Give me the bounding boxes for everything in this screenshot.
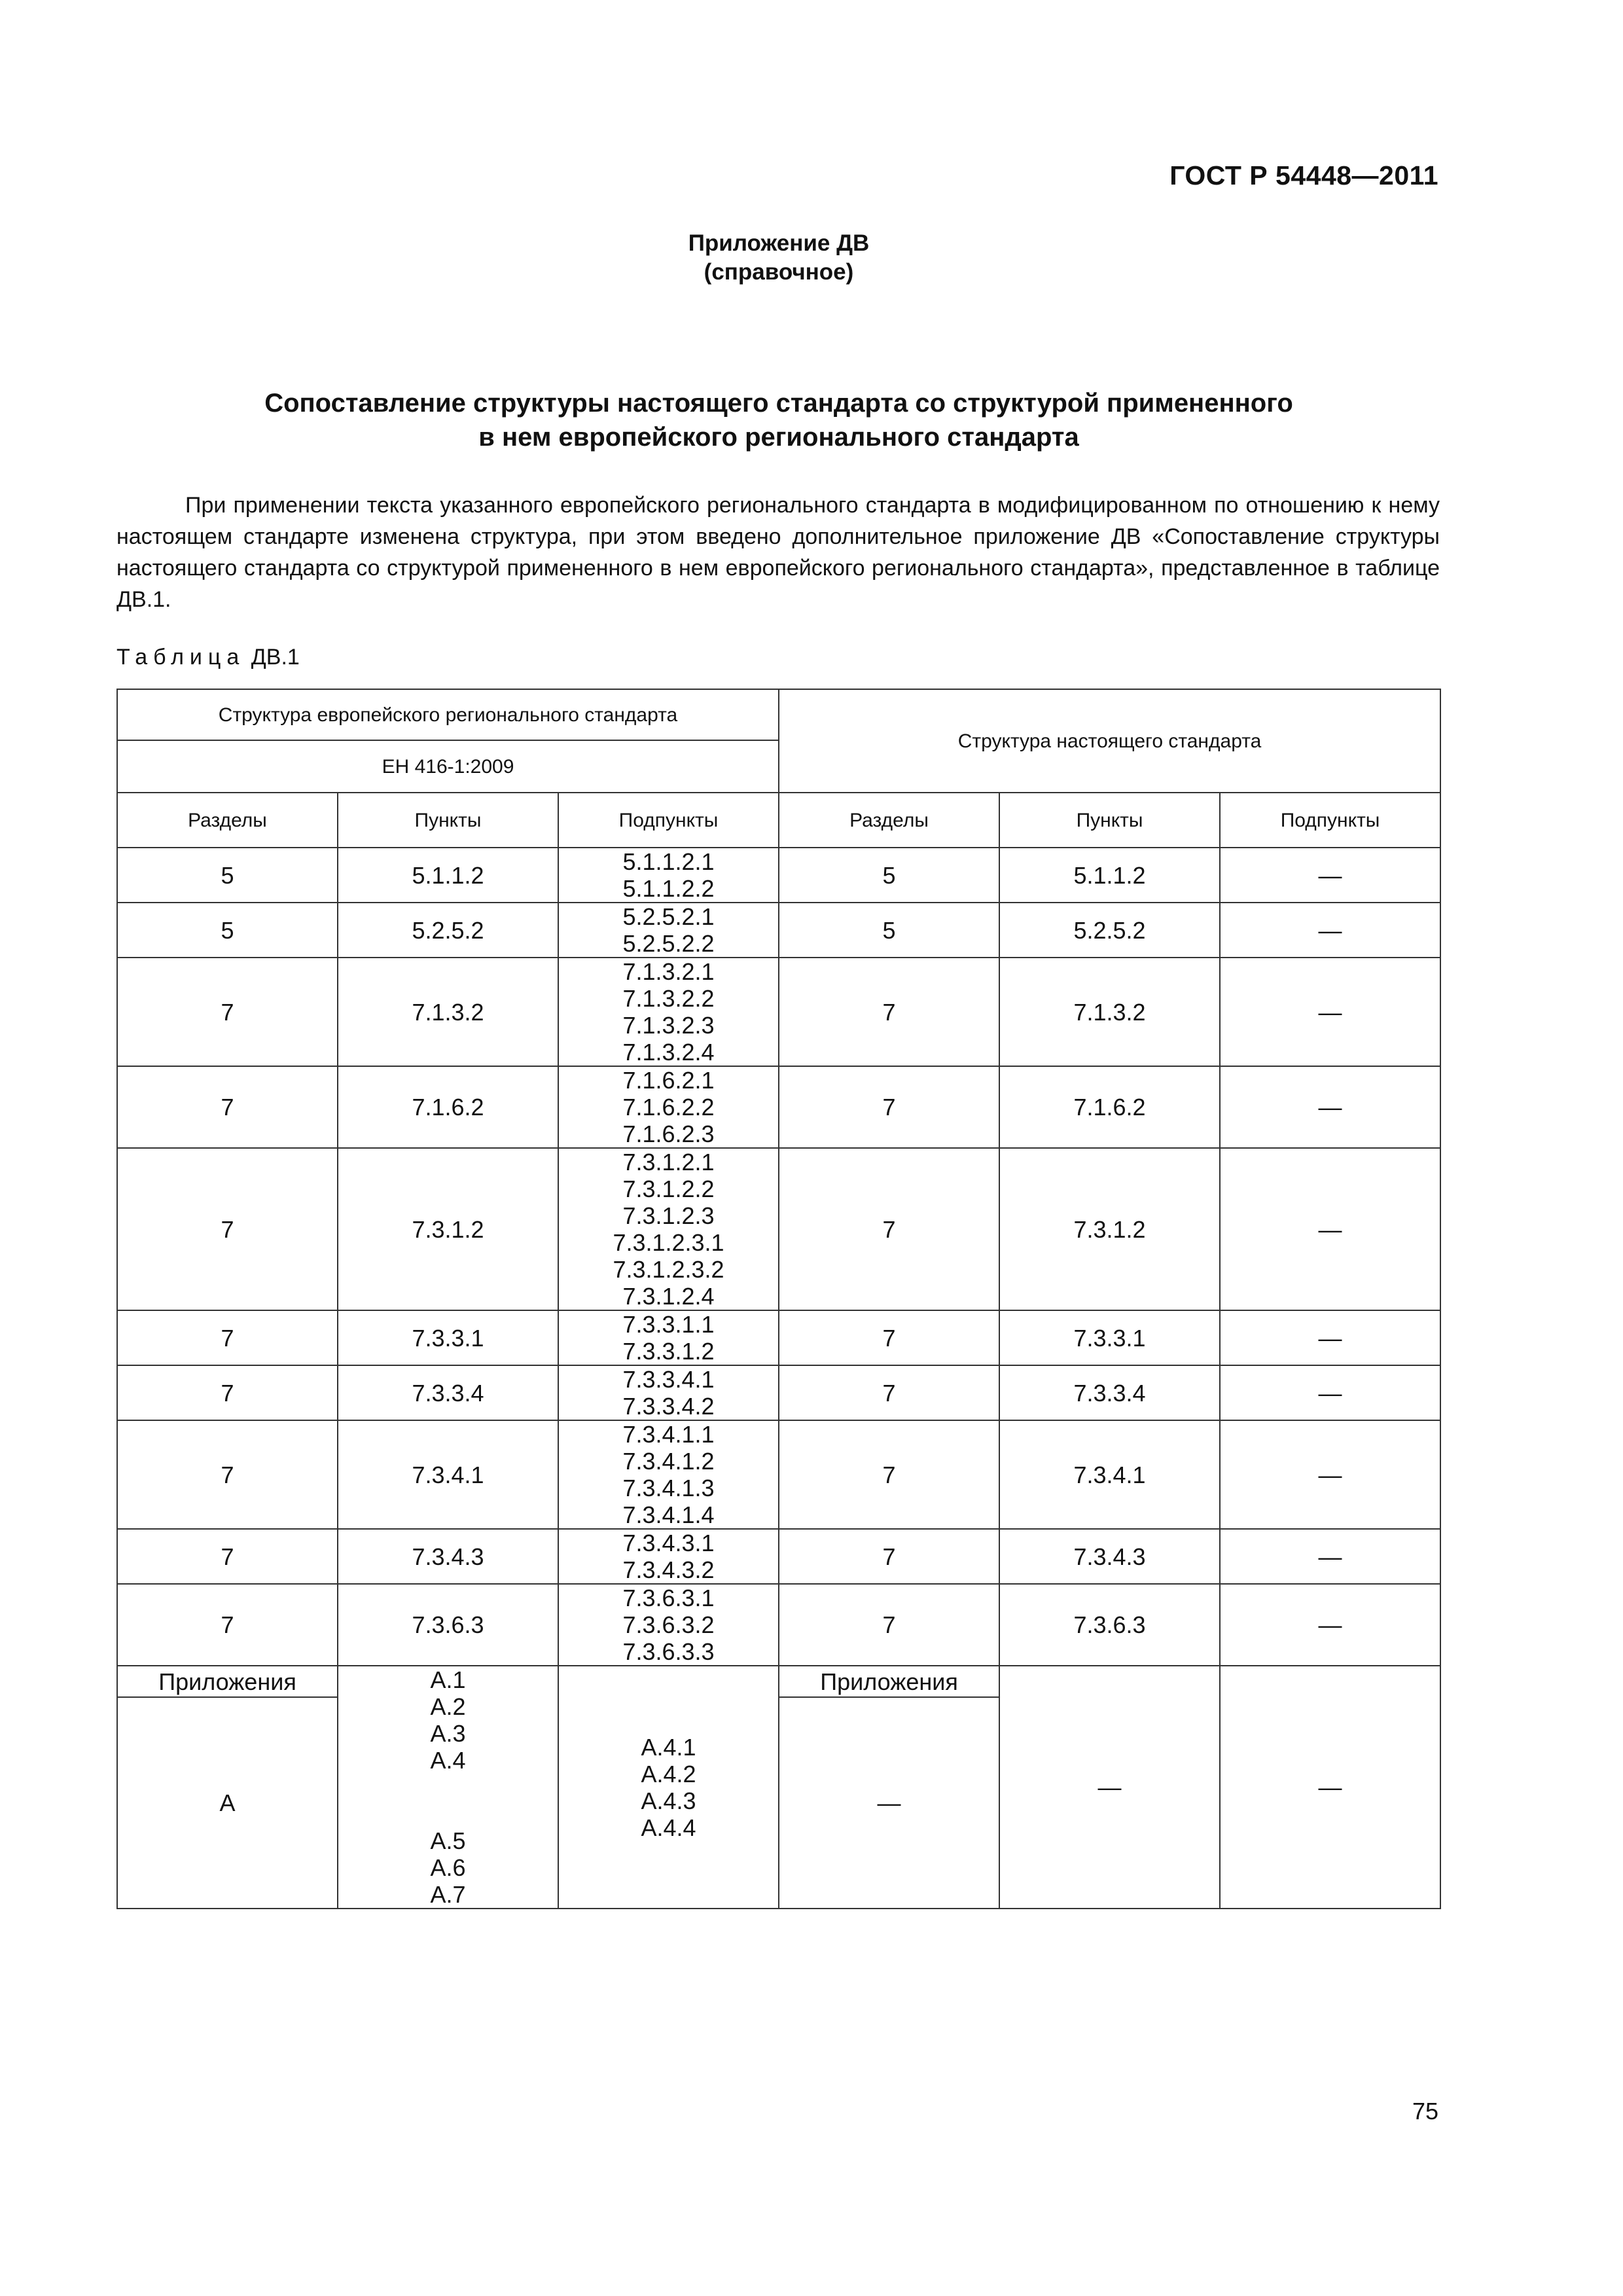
list-item: 7.1.6.2.1 bbox=[622, 1067, 715, 1094]
our-appendix-section-cell: — bbox=[779, 1697, 999, 1909]
subclauses-cell bbox=[558, 1529, 779, 1584]
our-section-cell: 7 bbox=[779, 1420, 999, 1529]
our-subclause-cell: — bbox=[1220, 1529, 1440, 1584]
list-item: 7.3.3.1.1 bbox=[622, 1311, 715, 1338]
list-item: А.4 bbox=[430, 1747, 466, 1774]
list-item: 7.3.4.3.2 bbox=[622, 1556, 715, 1583]
appendix-subclauses-cell bbox=[558, 1666, 779, 1909]
subclauses-cell bbox=[558, 1420, 779, 1529]
header-european-structure: Структура европейского регионального стандарта bbox=[117, 689, 779, 740]
table-row bbox=[117, 1420, 1440, 1529]
list-item: 7.3.4.1.3 bbox=[622, 1475, 715, 1501]
list-item: А.4.2 bbox=[641, 1760, 696, 1787]
page-number: 75 bbox=[1412, 2098, 1438, 2125]
our-clause-cell: 5.2.5.2 bbox=[999, 903, 1220, 958]
list-item: А.7 bbox=[430, 1881, 466, 1908]
our-clause-cell: 7.1.3.2 bbox=[999, 958, 1220, 1066]
list-item: 7.3.1.2.3 bbox=[622, 1202, 715, 1229]
our-section-cell: 7 bbox=[779, 1066, 999, 1148]
appendix-label: Приложение ДВ bbox=[688, 230, 870, 256]
clause-cell: 7.3.3.1 bbox=[338, 1310, 558, 1365]
list-item: 7.1.3.2.1 bbox=[622, 958, 715, 985]
our-clause-cell: 5.1.1.2 bbox=[999, 848, 1220, 903]
intro-paragraph: При применении текста указанного европейского регионального стандарта в модифицированном по отношению к нему настоящем стандарте изменена структура, при этом введено дополнительное приложение ДВ «Сопоставление структуры настоящего стандарта со структурой примененного в нем европейского регионального стандарта», представленное в таблице ДВ.1. bbox=[116, 493, 1440, 612]
clause-cell: 7.3.3.4 bbox=[338, 1365, 558, 1420]
list-item: 5.2.5.2.1 bbox=[622, 903, 715, 930]
header-current-structure: Структура настоящего стандарта bbox=[779, 689, 1440, 793]
comparison-table bbox=[116, 689, 1441, 1909]
clause-cell: 7.3.4.3 bbox=[338, 1529, 558, 1584]
list-item: 7.1.6.2.3 bbox=[622, 1121, 715, 1147]
our-subclause-cell: — bbox=[1220, 1310, 1440, 1365]
column-header: Разделы bbox=[779, 793, 999, 848]
table-caption bbox=[116, 645, 300, 670]
clause-cell: 7.1.6.2 bbox=[338, 1066, 558, 1148]
our-section-cell: 7 bbox=[779, 1529, 999, 1584]
section-cell: 5 bbox=[117, 848, 338, 903]
list-item: 7.3.6.3.2 bbox=[622, 1611, 715, 1638]
list-item: 7.3.4.1.2 bbox=[622, 1448, 715, 1475]
section-cell: 7 bbox=[117, 1365, 338, 1420]
clause-cell: 7.3.1.2 bbox=[338, 1148, 558, 1310]
our-clause-cell: 7.3.4.3 bbox=[999, 1529, 1220, 1584]
our-clause-cell: 7.3.4.1 bbox=[999, 1420, 1220, 1529]
our-section-cell: 7 bbox=[779, 958, 999, 1066]
list-item: А.2 bbox=[430, 1693, 466, 1720]
our-section-cell: 7 bbox=[779, 1310, 999, 1365]
appendix-heading-cell: Приложения bbox=[117, 1666, 338, 1697]
subclauses-cell bbox=[558, 1584, 779, 1666]
list-item: 7.3.3.4.2 bbox=[622, 1393, 715, 1420]
section-cell: 7 bbox=[117, 1066, 338, 1148]
list-item: 7.3.1.2.2 bbox=[622, 1175, 715, 1202]
subclauses-cell bbox=[558, 1310, 779, 1365]
section-cell: 7 bbox=[117, 1529, 338, 1584]
our-subclause-cell: — bbox=[1220, 1420, 1440, 1529]
section-cell: 5 bbox=[117, 903, 338, 958]
list-item: 7.3.6.3.1 bbox=[622, 1585, 715, 1611]
our-clause-cell: 7.3.6.3 bbox=[999, 1584, 1220, 1666]
table-caption-number: ДВ.1 bbox=[251, 645, 300, 670]
table-row bbox=[117, 848, 1440, 903]
list-item: 5.1.1.2.2 bbox=[622, 875, 715, 902]
table-row bbox=[117, 1365, 1440, 1420]
clause-cell: 7.3.6.3 bbox=[338, 1584, 558, 1666]
table-row bbox=[117, 1066, 1440, 1148]
list-item: А.4.3 bbox=[641, 1787, 696, 1814]
appendix-heading-row bbox=[117, 1666, 1440, 1697]
list-item: 7.3.6.3.3 bbox=[622, 1638, 715, 1665]
list-item: А.4.1 bbox=[641, 1733, 696, 1761]
list-item bbox=[341, 1801, 555, 1827]
list-item: 7.3.4.3.1 bbox=[622, 1530, 715, 1556]
appendix-kind: (справочное) bbox=[704, 259, 854, 285]
our-appendix-subclause-cell: — bbox=[1220, 1666, 1440, 1909]
our-appendix-heading-cell: Приложения bbox=[779, 1666, 999, 1697]
subclauses-cell bbox=[558, 958, 779, 1066]
column-header: Пункты bbox=[999, 793, 1220, 848]
our-clause-cell: 7.1.6.2 bbox=[999, 1066, 1220, 1148]
our-subclause-cell: — bbox=[1220, 1365, 1440, 1420]
appendix-letter-cell: А bbox=[117, 1697, 338, 1909]
our-clause-cell: 7.3.3.1 bbox=[999, 1310, 1220, 1365]
our-subclause-cell: — bbox=[1220, 1148, 1440, 1310]
appendix-clauses-cell bbox=[338, 1666, 558, 1909]
clause-cell: 5.1.1.2 bbox=[338, 848, 558, 903]
table-row bbox=[117, 1310, 1440, 1365]
list-item: 5.2.5.2.2 bbox=[622, 930, 715, 957]
our-clause-cell: 7.3.3.4 bbox=[999, 1365, 1220, 1420]
subclauses-cell bbox=[558, 1365, 779, 1420]
title-line-2: в нем европейского регионального стандарта bbox=[478, 423, 1079, 452]
column-header-row bbox=[117, 793, 1440, 848]
page-title bbox=[0, 386, 1558, 454]
table-row bbox=[117, 903, 1440, 958]
our-appendix-clause-cell: — bbox=[999, 1666, 1220, 1909]
table-row bbox=[117, 958, 1440, 1066]
list-item: А.4.4 bbox=[641, 1814, 696, 1841]
list-item: А.1 bbox=[430, 1666, 466, 1693]
list-item: 7.3.4.1.1 bbox=[622, 1421, 715, 1448]
list-item: А.3 bbox=[430, 1720, 466, 1747]
column-header: Подпункты bbox=[1220, 793, 1440, 848]
subclauses-cell bbox=[558, 1066, 779, 1148]
list-item: А.6 bbox=[430, 1854, 466, 1881]
our-clause-cell: 7.3.1.2 bbox=[999, 1148, 1220, 1310]
list-item: 7.1.6.2.2 bbox=[622, 1094, 715, 1121]
table-row bbox=[117, 1529, 1440, 1584]
table-row bbox=[117, 1584, 1440, 1666]
column-header: Пункты bbox=[338, 793, 558, 848]
column-header: Разделы bbox=[117, 793, 338, 848]
our-subclause-cell: — bbox=[1220, 1066, 1440, 1148]
section-cell: 7 bbox=[117, 1584, 338, 1666]
our-subclause-cell: — bbox=[1220, 958, 1440, 1066]
list-item: 7.1.3.2.3 bbox=[622, 1012, 715, 1039]
our-section-cell: 5 bbox=[779, 848, 999, 903]
list-item: 7.1.3.2.4 bbox=[622, 1039, 715, 1066]
document-code: ГОСТ Р 54448—2011 bbox=[1169, 160, 1438, 190]
list-item bbox=[341, 1774, 555, 1801]
list-item: 7.3.3.4.1 bbox=[622, 1366, 715, 1393]
header-standard-code: ЕН 416-1:2009 bbox=[117, 740, 779, 793]
table-row bbox=[117, 1148, 1440, 1310]
section-cell: 7 bbox=[117, 958, 338, 1066]
list-item: 7.3.1.2.4 bbox=[622, 1283, 715, 1310]
clause-cell: 7.1.3.2 bbox=[338, 958, 558, 1066]
list-item: А.5 bbox=[430, 1827, 466, 1854]
appendix-heading bbox=[0, 229, 1558, 287]
subclauses-cell bbox=[558, 903, 779, 958]
list-item: 7.3.1.2.3.2 bbox=[613, 1256, 724, 1283]
list-item: 7.3.1.2.3.1 bbox=[613, 1229, 724, 1256]
our-section-cell: 7 bbox=[779, 1584, 999, 1666]
list-item: 5.1.1.2.1 bbox=[622, 848, 715, 875]
column-header: Подпункты bbox=[558, 793, 779, 848]
our-section-cell: 5 bbox=[779, 903, 999, 958]
our-section-cell: 7 bbox=[779, 1148, 999, 1310]
clause-cell: 7.3.4.1 bbox=[338, 1420, 558, 1529]
section-cell: 7 bbox=[117, 1148, 338, 1310]
subclauses-cell bbox=[558, 1148, 779, 1310]
our-subclause-cell: — bbox=[1220, 1584, 1440, 1666]
table-caption-word: Таблица bbox=[116, 645, 245, 670]
section-cell: 7 bbox=[117, 1310, 338, 1365]
our-section-cell: 7 bbox=[779, 1365, 999, 1420]
list-item: 7.3.4.1.4 bbox=[622, 1501, 715, 1528]
our-subclause-cell: — bbox=[1220, 903, 1440, 958]
our-subclause-cell: — bbox=[1220, 848, 1440, 903]
subclauses-cell bbox=[558, 848, 779, 903]
list-item: 7.1.3.2.2 bbox=[622, 985, 715, 1012]
title-line-1: Сопоставление структуры настоящего стандарта со структурой примененного bbox=[264, 389, 1293, 418]
clause-cell: 5.2.5.2 bbox=[338, 903, 558, 958]
list-item: 7.3.3.1.2 bbox=[622, 1338, 715, 1365]
list-item: 7.3.1.2.1 bbox=[622, 1149, 715, 1175]
section-cell: 7 bbox=[117, 1420, 338, 1529]
